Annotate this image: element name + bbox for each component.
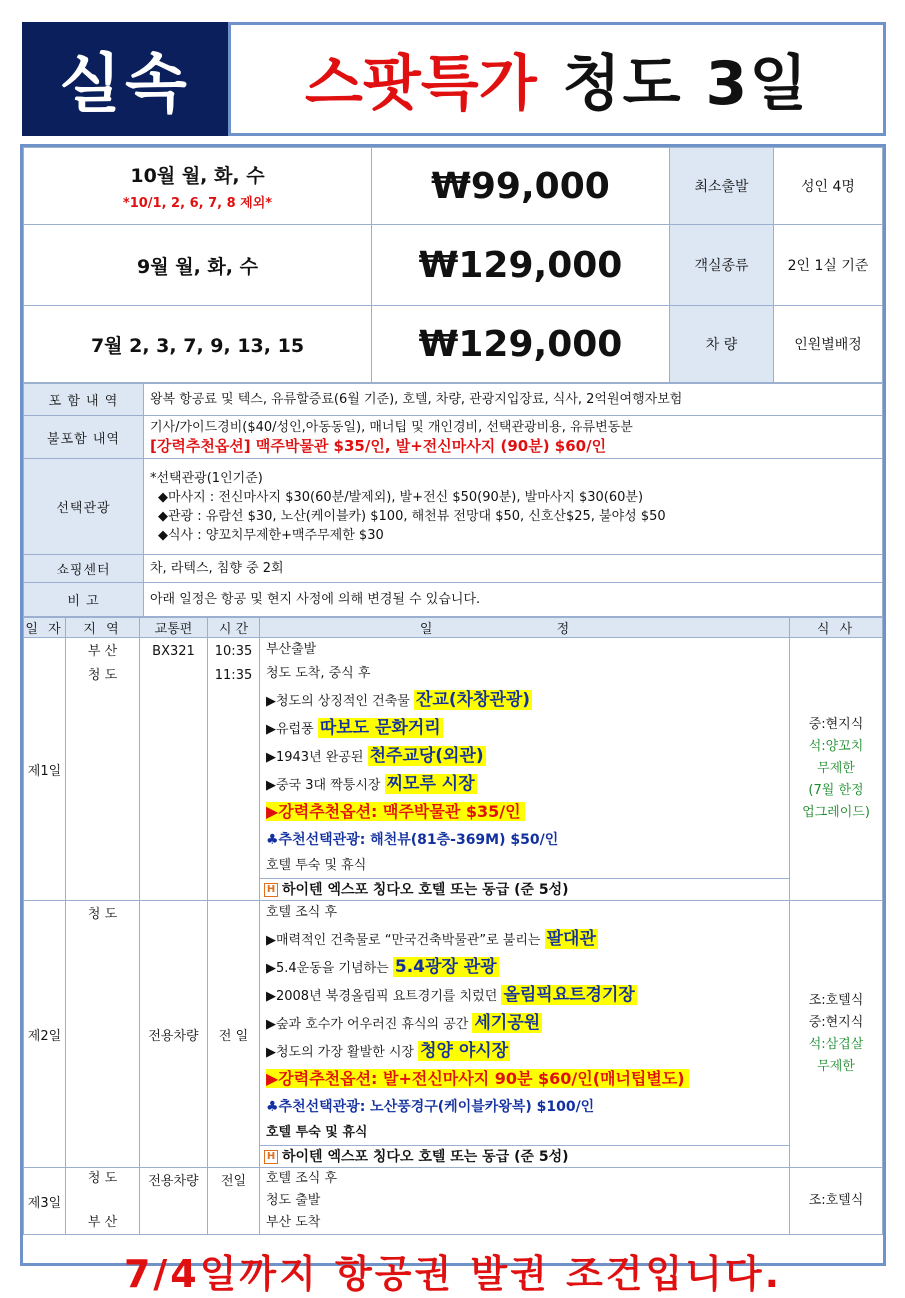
itinerary-day-3	[24, 1168, 883, 1235]
departure-dates: 7월 2, 3, 7, 9, 13, 15	[24, 306, 372, 383]
region: 청 도	[66, 901, 140, 1168]
spec-value: 인원별배정	[774, 306, 883, 383]
day-plan: 호텔 조식 후 청도 출발 부산 도착	[260, 1168, 790, 1235]
highlight-spot: 올림픽요트경기장	[503, 985, 635, 1005]
memo-value: 아래 일정은 항공 및 현지 사정에 의해 변경될 수 있습니다.	[144, 583, 883, 617]
departure-dates: 9월 월, 화, 수	[24, 225, 372, 306]
strong-option: ▶강력추천옵션: 발+전신마사지 90분 $60/인(매너팁별도)	[266, 1069, 689, 1088]
price-row	[24, 306, 883, 383]
price-table	[23, 147, 883, 383]
highlight-spot: 세기공원	[474, 1013, 541, 1033]
title-badge: 실속	[22, 22, 228, 136]
time: 전 일	[208, 901, 260, 1168]
include-label: 포 함 내 역	[24, 384, 144, 416]
price-amount: ₩99,000	[372, 148, 670, 225]
highlight-spot: 팔대관	[546, 929, 596, 949]
meal-info: 조:호텔식 중:현지식 석:삼겹살 무제한	[790, 901, 883, 1168]
day-label: 제3일	[24, 1168, 66, 1235]
itinerary-header: 일 자 지 역 교통편 시 간 일 정 식 사	[24, 618, 883, 638]
region: 부 산 청 도	[66, 638, 140, 901]
hotel-icon: H	[264, 1150, 278, 1164]
spec-label: 객실종류	[670, 225, 774, 306]
spec-label: 차 량	[670, 306, 774, 383]
recommended-option: ♣추천선택관광: 노산풍경구(케이블카왕복) $100/인	[266, 1099, 595, 1115]
time: 10:35 11:35	[208, 638, 260, 901]
price-row	[24, 225, 883, 306]
ticketing-deadline-notice: 7/4일까지 항공권 발권 조건입니다.	[123, 1252, 783, 1296]
memo-label: 비 고	[24, 583, 144, 617]
option-tour-value: *선택관광(1인기준) ◆마사지 : 전신마사지 $30(60분/발제외), 발+전신 $50(90분), 발마사지 $30(60분) ◆관광 : 유람선 $30, 노산(케이블카) $100, 해천뷰 전망대 $50, 신호산$25, 불야성 $50 ◆식사 : 양꼬치무제한+맥주무제한 $30	[144, 459, 883, 555]
option-tour-label: 선택관광	[24, 459, 144, 555]
spec-value: 성인 4명	[774, 148, 883, 225]
excluded-dates: *10/1, 2, 6, 7, 8 제외*	[122, 196, 273, 211]
hotel-icon: H	[264, 883, 278, 897]
highlight-spot: 찌모루 시장	[386, 774, 475, 794]
spec-label: 최소출발	[670, 148, 774, 225]
time: 전일	[208, 1168, 260, 1235]
exclude-label: 불포함 내역	[24, 416, 144, 459]
info-table	[23, 383, 883, 617]
hotel-name: H 하이텐 엑스포 칭다오 호텔 또는 동급 (준 5성)	[260, 1145, 789, 1167]
shopping-value: 차, 라텍스, 침향 중 2회	[144, 555, 883, 583]
recommended-option: ♣추천선택관광: 해천뷰(81층-369M) $50/인	[266, 832, 559, 848]
departure-dates: 10월 월, 화, 수 *10/1, 2, 6, 7, 8 제외*	[24, 148, 372, 225]
title-banner	[22, 22, 886, 136]
transport: BX321	[140, 638, 208, 901]
highlight-spot: 청양 야시장	[420, 1041, 509, 1061]
region: 청 도 부 산	[66, 1168, 140, 1235]
strong-option-note: [강력추천옵션] 맥주박물관 $35/인, 발+전신마사지 (90분) $60/인	[150, 437, 607, 455]
spec-value: 2인 1실 기준	[774, 225, 883, 306]
title-special: 스팟특가	[304, 49, 537, 119]
meal-info: 중:현지식 석:양꼬치 무제한 (7월 한정 업그레이드)	[790, 638, 883, 901]
transport: 전용차량	[140, 1168, 208, 1235]
itinerary-day-2	[24, 901, 883, 1168]
day-label: 제1일	[24, 638, 66, 901]
title-box	[228, 22, 886, 136]
day-plan: 호텔 조식 후 ▶매력적인 건축물로 “만국건축박물관”로 불리는 팔대관 ▶5.4운동을 기념하는 5.4광장 관광 ▶2008년 북경올림픽 요트경기를 치렀던 올림픽요트경기장 ▶숲과 호수가 어우러진 휴식의 공간 세기공원 ▶청도의 가장 활발한 시장 청양 야시장 ▶강력추천옵션: 발+전신마사지 90분 $60/인(매너팁별도) ♣추천선택관광: 노산풍경구(케이블카왕복) $100/인 호텔 투숙 및 휴식 H 하이텐 엑스포 칭다오 호텔 또는 동급 (준 5성)	[260, 901, 790, 1168]
price-row	[24, 148, 883, 225]
highlight-spot: 천주교당(외관)	[369, 746, 484, 766]
product-sheet	[20, 144, 886, 1296]
strong-option: ▶강력추천옵션: 맥주박물관 $35/인	[266, 802, 525, 821]
meal-info: 조:호텔식	[790, 1168, 883, 1235]
shopping-label: 쇼핑센터	[24, 555, 144, 583]
price-amount: ₩129,000	[372, 225, 670, 306]
include-value: 왕복 항공료 및 텍스, 유류할증료(6월 기준), 호텔, 차량, 관광지입장료, 식사, 2억원여행자보험	[144, 384, 883, 416]
itinerary-day-1	[24, 638, 883, 901]
day-label: 제2일	[24, 901, 66, 1168]
day-plan: 부산출발 청도 도착, 중식 후 ▶청도의 상징적인 건축물 잔교(차창관광) ▶유럽풍 따보도 문화거리 ▶1943년 완공된 천주교당(외관) ▶중국 3대 짝퉁시장 찌모루 시장 ▶강력추천옵션: 맥주박물관 $35/인 ♣추천선택관광: 해천뷰(81층-369M) $50/인 호텔 투숙 및 휴식 H 하이텐 엑스포 칭다오 호텔 또는 동급 (준 5성)	[260, 638, 790, 901]
exclude-value: 기사/가이드경비($40/성인,아동동일), 매너팁 및 개인경비, 선택관광비용, 유류변동분 [강력추천옵션] 맥주박물관 $35/인, 발+전신마사지 (90분) $60/인	[144, 416, 883, 459]
title-destination: 청도 3일	[562, 49, 810, 119]
itinerary-table	[23, 617, 883, 1235]
highlight-spot: 5.4광장 관광	[394, 957, 497, 977]
price-amount: ₩129,000	[372, 306, 670, 383]
highlight-spot: 잔교(차창관광)	[415, 690, 531, 710]
transport: 전용차량	[140, 901, 208, 1168]
highlight-spot: 따보도 문화거리	[319, 718, 441, 738]
hotel-name: H 하이텐 엑스포 칭다오 호텔 또는 동급 (준 5성)	[260, 878, 789, 900]
